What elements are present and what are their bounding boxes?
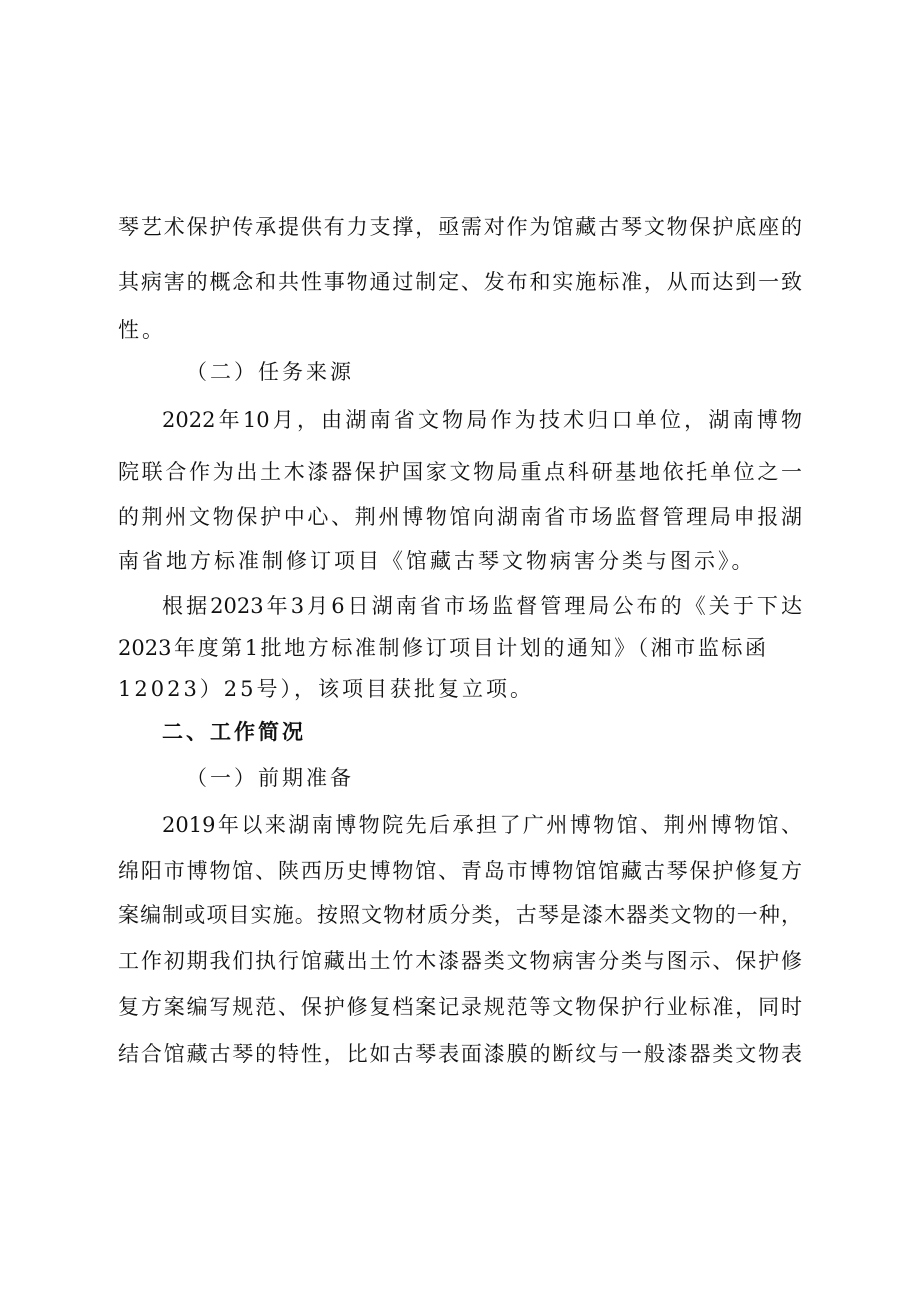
paragraph-line: 2023年度第1批地方标准制修订项目计划的通知》（湘市监标函 xyxy=(118,636,766,660)
paragraph-line: 绵阳市博物馆、陕西历史博物馆、青岛市博物馆馆藏古琴保护修复方 xyxy=(118,859,802,883)
paragraph-line: 结合馆藏古琴的特性，比如古琴表面漆膜的断纹与一般漆器类文物表 xyxy=(118,1042,802,1066)
section-subheading: （二）任务来源 xyxy=(186,360,354,384)
paragraph-line: 12023）25号），该项目获批复立项。 xyxy=(118,677,535,701)
paragraph-line: 复方案编写规范、保护修复档案记录规范等文物保护行业标准，同时 xyxy=(118,995,802,1019)
paragraph-line: 根据2023年3月6日湖南省市场监督管理局公布的《关于下达 xyxy=(162,594,802,618)
paragraph-line: 2022年10月，由湖南省文物局作为技术归口单位，湖南博物 xyxy=(162,408,802,432)
paragraph-line: 案编制或项目实施。按照文物材质分类，古琴是漆木器类文物的一种， xyxy=(118,903,802,927)
section-heading: 二、工作简况 xyxy=(162,720,306,744)
paragraph-line: 的荆州文物保护中心、荆州博物馆向湖南省市场监督管理局申报湖 xyxy=(118,505,802,529)
paragraph-line: 性。 xyxy=(118,318,166,342)
paragraph-line: 南省地方标准制修订项目《馆藏古琴文物病害分类与图示》。 xyxy=(118,549,756,573)
paragraph-line: 2019年以来湖南博物院先后承担了广州博物馆、荆州博物馆、 xyxy=(162,813,802,837)
paragraph-line: 工作初期我们执行馆藏出土竹木漆器类文物病害分类与图示、保护修 xyxy=(118,949,802,973)
paragraph-line: 其病害的概念和共性事物通过制定、发布和实施标准，从而达到一致 xyxy=(118,270,802,294)
paragraph-line: 琴艺术保护传承提供有力支撑，亟需对作为馆藏古琴文物保护底座的 xyxy=(118,215,802,239)
paragraph-line: 院联合作为出土木漆器保护国家文物局重点科研基地依托单位之一 xyxy=(118,460,802,484)
section-subheading: （一）前期准备 xyxy=(186,766,354,790)
